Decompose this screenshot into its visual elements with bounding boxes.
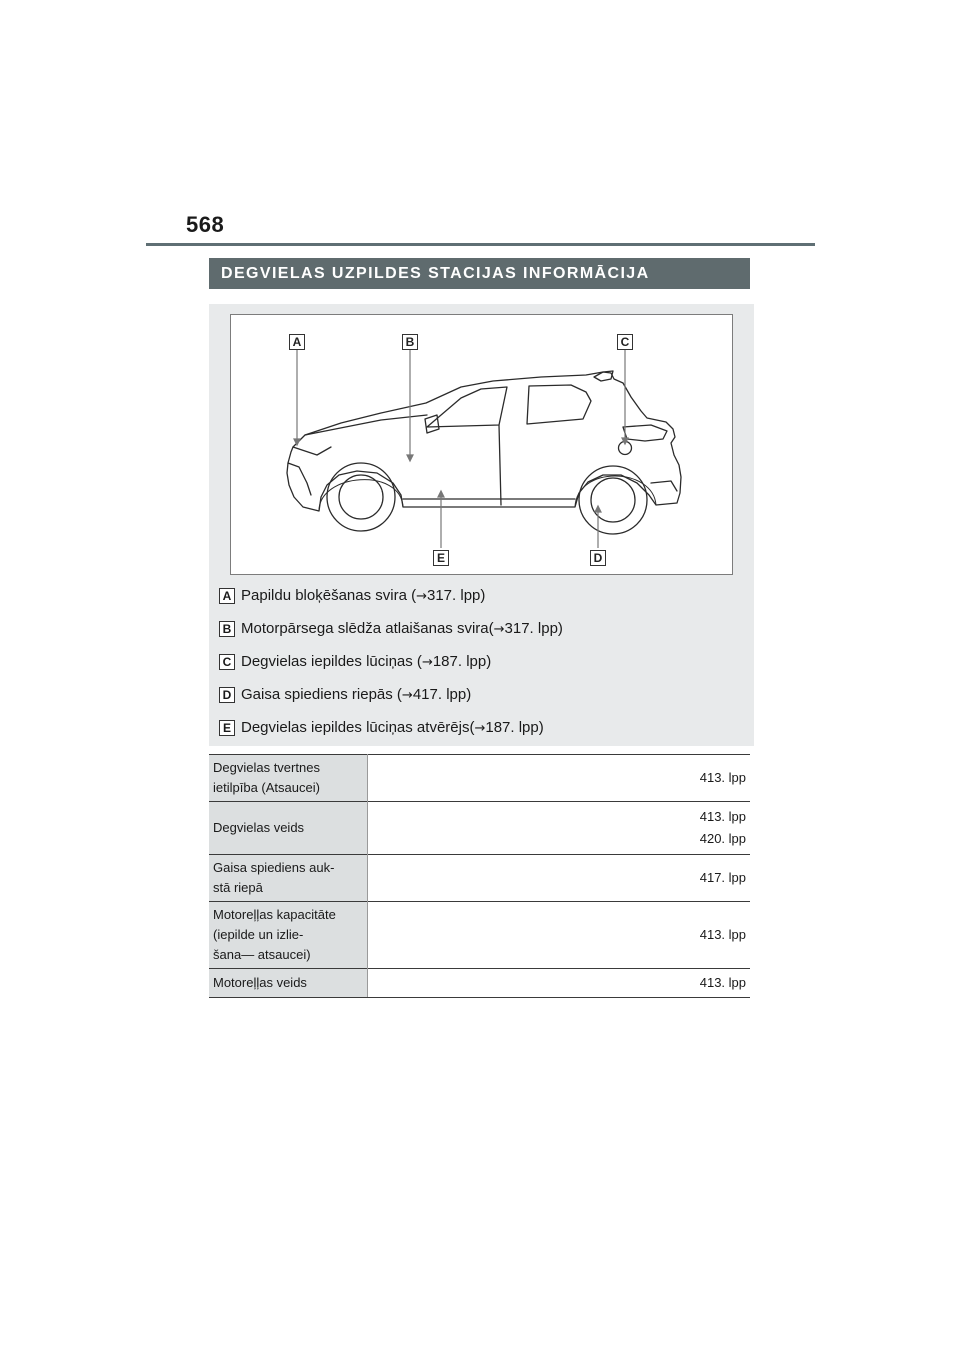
rear-window [527, 385, 591, 424]
legend-letter: B [219, 621, 235, 637]
car-body-outline [287, 372, 681, 511]
legend-item-d [219, 685, 739, 718]
callout-d: D [590, 550, 606, 566]
legend-letter: A [219, 588, 235, 604]
callout-e: E [433, 550, 449, 566]
legend-item-c [219, 652, 739, 685]
callout-c: C [617, 334, 633, 350]
arrow-icon: → [416, 589, 427, 604]
info-table [209, 754, 750, 998]
front-window [427, 387, 507, 427]
legend-item-e [219, 718, 739, 751]
table-row [209, 802, 750, 855]
legend-letter: C [219, 654, 235, 670]
legend-text: Degvielas iepildes lūciņas atvērējs(→187. lpp) [241, 719, 544, 736]
row-value [368, 755, 751, 802]
figure-legend [219, 586, 739, 751]
arrow-icon: → [493, 622, 505, 637]
legend-letter: D [219, 687, 235, 703]
arrow-icon: → [421, 655, 433, 670]
row-value [368, 902, 751, 969]
table-row [209, 969, 750, 998]
row-label: Motoreļļas veids [209, 969, 368, 998]
table-row [209, 902, 750, 969]
row-label: Degvielas tvertnes ietilpība (Atsaucei) [209, 755, 368, 802]
arrow-icon: → [474, 721, 486, 736]
page-ref-link[interactable]: 413. lpp [699, 927, 746, 942]
page-ref-link[interactable]: 413. lpp [699, 975, 746, 990]
car-illustration [231, 315, 734, 576]
legend-letter: E [219, 720, 235, 736]
page-ref-link[interactable]: 413. lpp [699, 770, 746, 785]
legend-text: Papildu bloķēšanas svira (→317. lpp) [241, 587, 486, 604]
side-mirror [425, 415, 439, 433]
car-figure [230, 314, 733, 575]
row-label: Degvielas veids [209, 802, 368, 855]
callout-b: B [402, 334, 418, 350]
legend-item-b [219, 619, 739, 652]
section-title: DEGVIELAS UZPILDES STACIJAS INFORMĀCIJA [209, 258, 750, 289]
page-ref-link[interactable]: 420. lpp [699, 831, 746, 846]
legend-text: Gaisa spiediens riepās (→417. lpp) [241, 686, 472, 703]
row-value [368, 969, 751, 998]
legend-item-a [219, 586, 739, 619]
row-label: Gaisa spiediens auk- stā riepā [209, 855, 368, 902]
arrow-icon: → [401, 688, 413, 703]
row-label: Motoreļļas kapacitāte (iepilde un izlie- šana— atsaucei) [209, 902, 368, 969]
legend-text: Motorpārsega slēdža atlaišanas svira(→317. lpp) [241, 620, 563, 637]
header-rule [146, 243, 815, 246]
legend-text: Degvielas iepildes lūciņas (→187. lpp) [241, 653, 492, 670]
table-row [209, 855, 750, 902]
callout-a: A [289, 334, 305, 350]
page-ref-link[interactable]: 413. lpp [699, 809, 746, 824]
page-ref-link[interactable]: 417. lpp [699, 870, 746, 885]
row-value [368, 855, 751, 902]
page-number: 568 [186, 212, 225, 237]
row-value [368, 802, 751, 855]
table-row [209, 755, 750, 802]
